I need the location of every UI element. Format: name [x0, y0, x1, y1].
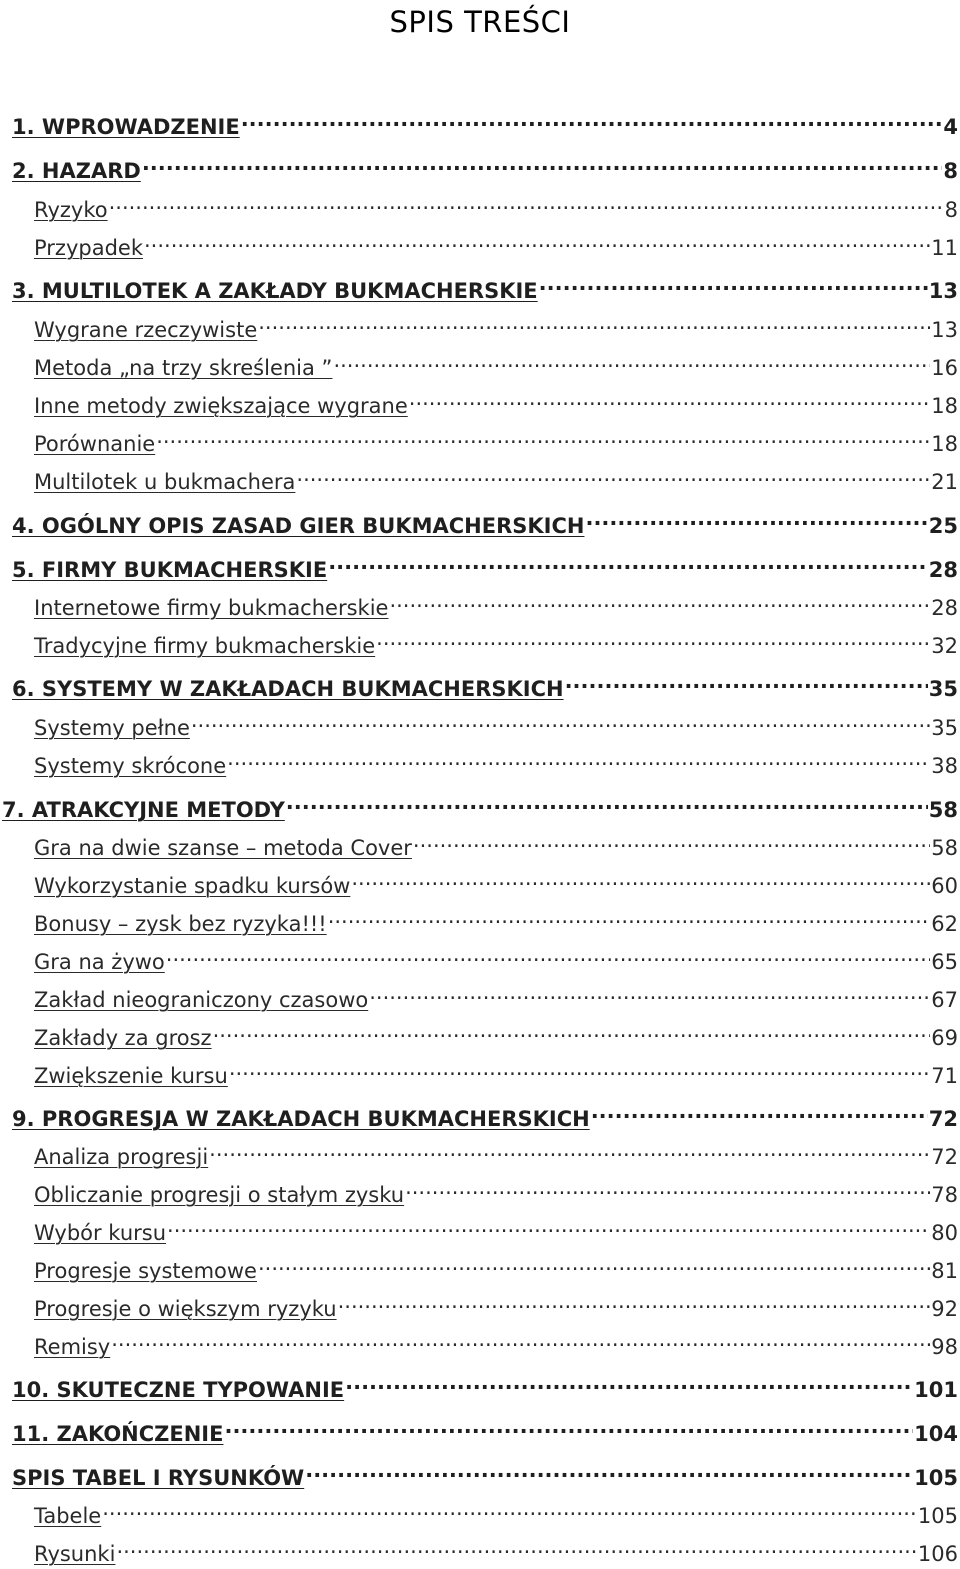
toc-entry-label[interactable]: Porównanie: [34, 432, 156, 456]
dot-leader: [369, 977, 930, 1007]
toc-chapter-entry[interactable]: [2, 547, 958, 582]
toc-section-entry[interactable]: [34, 863, 958, 898]
toc-chapter-entry[interactable]: [2, 1367, 958, 1402]
dot-leader: [585, 503, 927, 533]
toc-chapter-entry[interactable]: [2, 666, 958, 701]
toc-section-entry[interactable]: [34, 585, 958, 620]
toc-section-entry[interactable]: [34, 1493, 958, 1528]
toc-page-number: 105: [914, 1466, 958, 1490]
dot-leader: [409, 383, 931, 413]
dot-leader: [413, 825, 930, 855]
toc-entry-label[interactable]: 6. SYSTEMY W ZAKŁADACH BUKMACHERSKICH: [12, 677, 564, 701]
toc-page-number: 62: [931, 912, 958, 936]
toc-chapter-entry[interactable]: [2, 148, 958, 183]
toc-entry-label[interactable]: 11. ZAKOŃCZENIE: [12, 1422, 224, 1446]
toc-entry-label[interactable]: Metoda „na trzy skreślenia ”: [34, 356, 333, 380]
toc-section-entry[interactable]: [34, 1210, 958, 1245]
dot-leader: [229, 1053, 930, 1083]
toc-section-entry[interactable]: [34, 1286, 958, 1321]
toc-entry-label[interactable]: Multilotek u bukmachera: [34, 470, 296, 494]
toc-entry-label[interactable]: Ryzyko: [34, 198, 108, 222]
toc-section-entry[interactable]: [34, 187, 958, 222]
dot-leader: [389, 585, 930, 615]
dot-leader: [102, 1493, 917, 1523]
dot-leader: [109, 187, 944, 217]
toc-page-number: 11: [931, 236, 958, 260]
dot-leader: [565, 666, 928, 696]
toc-entry-label[interactable]: SPIS TABEL I RYSUNKÓW: [12, 1466, 305, 1490]
toc-entry-label[interactable]: Systemy pełne: [34, 716, 190, 740]
toc-page-number: 8: [943, 159, 958, 183]
dot-leader: [305, 1455, 913, 1485]
toc-page-number: 71: [931, 1064, 958, 1088]
dot-leader: [591, 1096, 928, 1126]
toc-page-number: 81: [931, 1259, 958, 1283]
dot-leader: [144, 225, 930, 255]
dot-leader: [209, 1134, 930, 1164]
toc-entry-label[interactable]: Analiza progresji: [34, 1145, 209, 1169]
toc-section-entry[interactable]: [34, 225, 958, 260]
toc-page-number: 106: [917, 1542, 958, 1566]
toc-entry-label[interactable]: 5. FIRMY BUKMACHERSKIE: [12, 558, 328, 582]
toc-page-number: 38: [931, 754, 958, 778]
dot-leader: [191, 705, 930, 735]
toc-section-entry[interactable]: [34, 1134, 958, 1169]
dot-leader: [166, 939, 930, 969]
dot-leader: [116, 1531, 916, 1561]
toc-entry-label[interactable]: 7. ATRAKCYJNE METODY: [2, 798, 285, 822]
dot-leader: [333, 345, 930, 375]
toc-page-number: 18: [931, 432, 958, 456]
toc-chapter-entry[interactable]: [2, 268, 958, 303]
toc-entry-label[interactable]: Wykorzystanie spadku kursów: [34, 874, 351, 898]
toc-page-number: 16: [931, 356, 958, 380]
dot-leader: [213, 1015, 931, 1045]
toc-entry-label[interactable]: Tradycyjne firmy bukmacherskie: [34, 634, 376, 658]
toc-entry-label[interactable]: Zakłady za grosz: [34, 1026, 212, 1050]
toc-entry-label[interactable]: Bonusy – zysk bez ryzyka!!!: [34, 912, 327, 936]
toc-page-number: 28: [931, 596, 958, 620]
toc-section-entry[interactable]: [34, 743, 958, 778]
toc-page-number: 80: [931, 1221, 958, 1245]
toc-entry-label[interactable]: Inne metody zwiększające wygrane: [34, 394, 408, 418]
toc-section-entry[interactable]: [34, 383, 958, 418]
toc-page-number: 18: [931, 394, 958, 418]
toc-entry-label[interactable]: 3. MULTILOTEK A ZAKŁADY BUKMACHERSKIE: [12, 279, 538, 303]
toc-entry-label[interactable]: Gra na żywo: [34, 950, 165, 974]
toc-page-number: 72: [931, 1145, 958, 1169]
dot-leader: [328, 901, 931, 931]
toc-page-number: 13: [928, 279, 958, 303]
toc-section-entry[interactable]: [34, 825, 958, 860]
toc-page-number: 8: [944, 198, 958, 222]
toc-page-number: 28: [928, 558, 958, 582]
toc-section-entry[interactable]: [34, 1531, 958, 1566]
toc-page-number: 60: [931, 874, 958, 898]
toc-section-entry[interactable]: [34, 1053, 958, 1088]
toc-entry-label[interactable]: 4. OGÓLNY OPIS ZASAD GIER BUKMACHERSKICH: [12, 514, 585, 538]
toc-page-number: 98: [931, 1335, 958, 1359]
toc-page-number: 13: [931, 318, 958, 342]
toc-page-number: 21: [931, 470, 958, 494]
toc-page-number: 104: [914, 1422, 958, 1446]
toc-page-number: 101: [914, 1378, 958, 1402]
toc-entry-label[interactable]: Zakład nieograniczony czasowo: [34, 988, 369, 1012]
toc-entry-label[interactable]: Rysunki: [34, 1542, 116, 1566]
toc-chapter-entry[interactable]: [2, 1096, 958, 1131]
toc-entry-label[interactable]: Systemy skrócone: [34, 754, 227, 778]
dot-leader: [345, 1367, 913, 1397]
toc-entry-label[interactable]: Remisy: [34, 1335, 111, 1359]
dot-leader: [539, 268, 928, 298]
toc-page-number: 25: [928, 514, 958, 538]
toc-section-entry[interactable]: [34, 977, 958, 1012]
dot-leader: [351, 863, 930, 893]
dot-leader: [241, 104, 943, 134]
toc-page-number: 67: [931, 988, 958, 1012]
toc-page-number: 72: [928, 1107, 958, 1131]
toc-entry-label[interactable]: Progresje systemowe: [34, 1259, 257, 1283]
toc-section-entry[interactable]: [34, 705, 958, 740]
toc-section-entry[interactable]: [34, 421, 958, 456]
toc-section-entry[interactable]: [34, 1324, 958, 1359]
toc-chapter-entry[interactable]: [2, 503, 958, 538]
toc-section-entry[interactable]: [34, 459, 958, 494]
dot-leader: [167, 1210, 930, 1240]
dot-leader: [328, 547, 928, 577]
toc-entry-label[interactable]: 9. PROGRESJA W ZAKŁADACH BUKMACHERSKICH: [12, 1107, 590, 1131]
toc-entry-label[interactable]: 2. HAZARD: [12, 159, 141, 183]
toc-section-entry[interactable]: [34, 939, 958, 974]
toc-page-number: 4: [943, 115, 958, 139]
dot-leader: [258, 1248, 930, 1278]
dot-leader: [338, 1286, 931, 1316]
toc-section-entry[interactable]: [34, 623, 958, 658]
toc-entry-label[interactable]: Wygrane rzeczywiste: [34, 318, 258, 342]
page-title: SPIS TREŚCI: [389, 5, 571, 39]
toc-section-entry[interactable]: [34, 345, 958, 380]
toc-page-number: 35: [928, 677, 958, 701]
toc-page-number: 35: [931, 716, 958, 740]
toc-page-number: 58: [928, 798, 958, 822]
toc-section-entry[interactable]: [34, 307, 958, 342]
toc-entry-label[interactable]: Wybór kursu: [34, 1221, 167, 1245]
dot-leader: [156, 421, 930, 451]
toc-page-number: 58: [931, 836, 958, 860]
toc-section-entry[interactable]: [34, 1015, 958, 1050]
toc-entry-label[interactable]: Obliczanie progresji o stałym zysku: [34, 1183, 405, 1207]
toc-page-number: 65: [931, 950, 958, 974]
dot-leader: [111, 1324, 930, 1354]
dot-leader: [224, 1411, 913, 1441]
toc-entry-label[interactable]: Przypadek: [34, 236, 143, 260]
dot-leader: [142, 148, 943, 178]
toc-section-entry[interactable]: [34, 901, 958, 936]
toc-entry-label[interactable]: Internetowe firmy bukmacherskie: [34, 596, 389, 620]
toc-page-number: 69: [931, 1026, 958, 1050]
toc-entry-label[interactable]: Progresje o większym ryzyku: [34, 1297, 337, 1321]
toc-chapter-entry[interactable]: [2, 1411, 958, 1446]
toc-entry-label[interactable]: 1. WPROWADZENIE: [12, 115, 240, 139]
toc-entry-label[interactable]: Zwiększenie kursu: [34, 1064, 228, 1088]
toc-chapter-entry[interactable]: [2, 104, 958, 139]
toc-page-number: 32: [931, 634, 958, 658]
toc-entry-label[interactable]: Gra na dwie szanse – metoda Cover: [34, 836, 412, 860]
dot-leader: [286, 787, 928, 817]
toc-section-entry[interactable]: [34, 1172, 958, 1207]
toc-chapter-entry[interactable]: [2, 1455, 958, 1490]
toc-entry-label[interactable]: Tabele: [34, 1504, 102, 1528]
toc-page-number: 78: [931, 1183, 958, 1207]
toc-section-entry[interactable]: [34, 1248, 958, 1283]
toc-chapter-entry[interactable]: [2, 787, 958, 822]
toc-page-number: 92: [931, 1297, 958, 1321]
dot-leader: [258, 307, 930, 337]
dot-leader: [227, 743, 930, 773]
toc-page-number: 105: [917, 1504, 958, 1528]
dot-leader: [376, 623, 930, 653]
toc-entry-label[interactable]: 10. SKUTECZNE TYPOWANIE: [12, 1378, 345, 1402]
dot-leader: [405, 1172, 930, 1202]
dot-leader: [296, 459, 930, 489]
